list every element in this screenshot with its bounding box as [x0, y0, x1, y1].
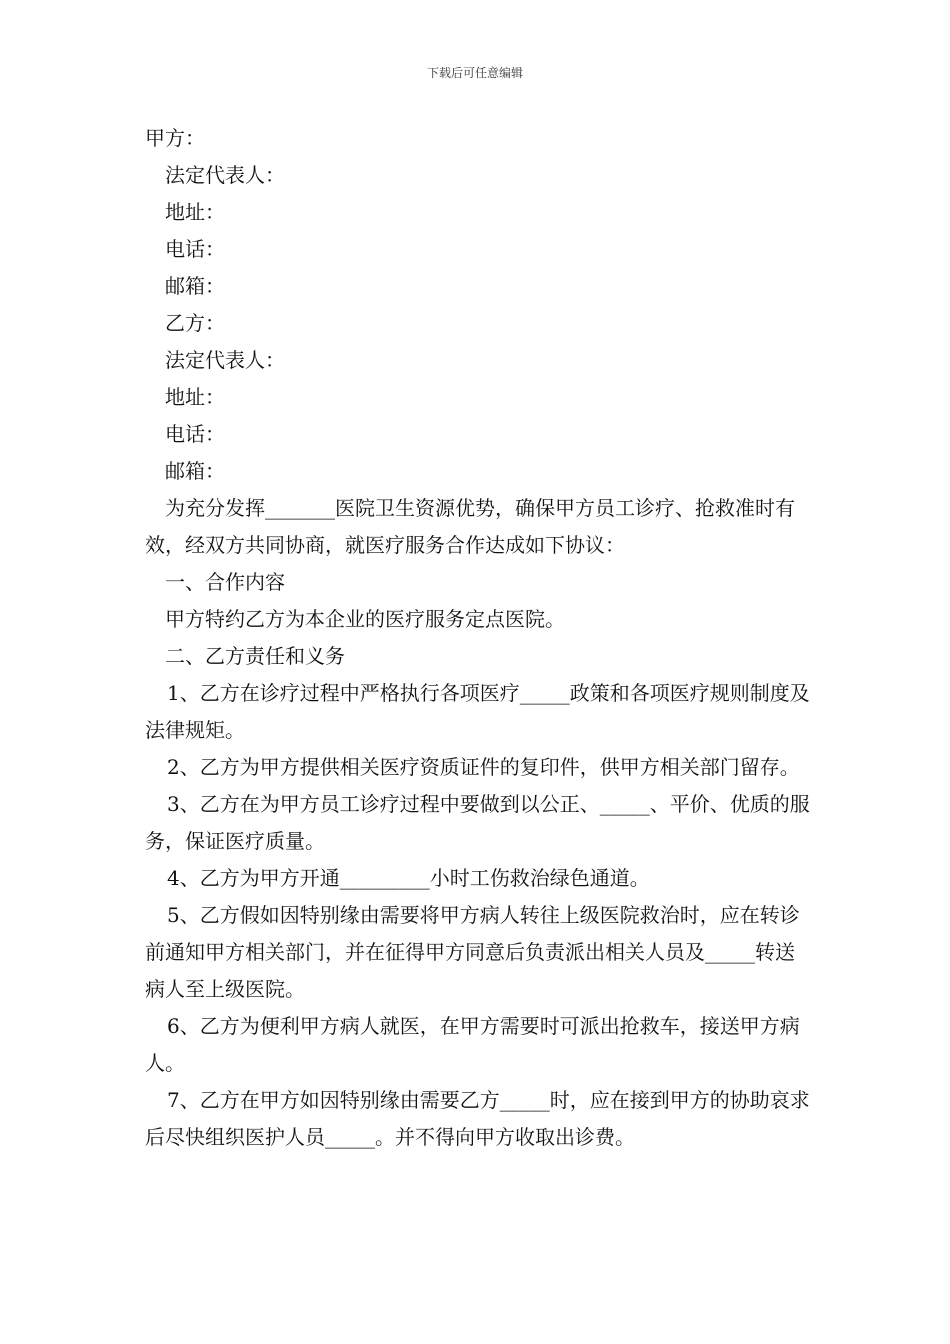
- party-a-legal-rep: 法定代表人：: [165, 163, 285, 187]
- party-a-email: 邮箱：: [165, 274, 225, 298]
- section-heading-obligations: 二、乙方责任和义务: [165, 644, 345, 668]
- clause-7: 7、乙方在甲方如因特别缘由需要乙方_____时，应在接到甲方的协助哀求后尽快组织医护人员_____。并不得向甲方收取出诊费。: [145, 1088, 810, 1149]
- cooperation-paragraph: 甲方特约乙方为本企业的医疗服务定点医院。: [165, 607, 565, 631]
- party-b-label: 乙方：: [165, 311, 225, 335]
- party-a-label: 甲方：: [145, 126, 205, 150]
- party-a-phone: 电话：: [165, 237, 225, 261]
- clause-1: 1、乙方在诊疗过程中严格执行各项医疗_____政策和各项医疗规则制度及法律规矩。: [145, 681, 810, 742]
- clause-3: 3、乙方在为甲方员工诊疗过程中要做到以公正、_____、平价、优质的服务，保证医疗质量。: [145, 792, 810, 853]
- party-b-legal-rep: 法定代表人：: [165, 348, 285, 372]
- clause-5: 5、乙方假如因特别缘由需要将甲方病人转往上级医院救治时，应在转诊前通知甲方相关部门，并在征得甲方同意后负责派出相关人员及_____转送病人至上级医院。: [145, 903, 800, 1001]
- clause-6: 6、乙方为便利甲方病人就医，在甲方需要时可派出抢救车，接送甲方病人。: [145, 1014, 800, 1075]
- party-b-email: 邮箱：: [165, 459, 225, 483]
- party-b-phone: 电话：: [165, 422, 225, 446]
- clause-2: 2、乙方为甲方提供相关医疗资质证件的复印件，供甲方相关部门留存。: [167, 755, 800, 779]
- party-b-address: 地址：: [165, 385, 225, 409]
- preamble-paragraph: 为充分发挥_______医院卫生资源优势，确保甲方员工诊疗、抢救准时有效，经双方共同协商，就医疗服务合作达成如下协议：: [145, 496, 795, 557]
- section-heading-cooperation: 一、合作内容: [165, 570, 285, 594]
- page-header-note: 下载后可任意编辑: [426, 66, 523, 80]
- clause-4: 4、乙方为甲方开通_________小时工伤救治绿色通道。: [167, 866, 650, 890]
- party-a-address: 地址：: [165, 200, 225, 224]
- document-body: [145, 120, 810, 1156]
